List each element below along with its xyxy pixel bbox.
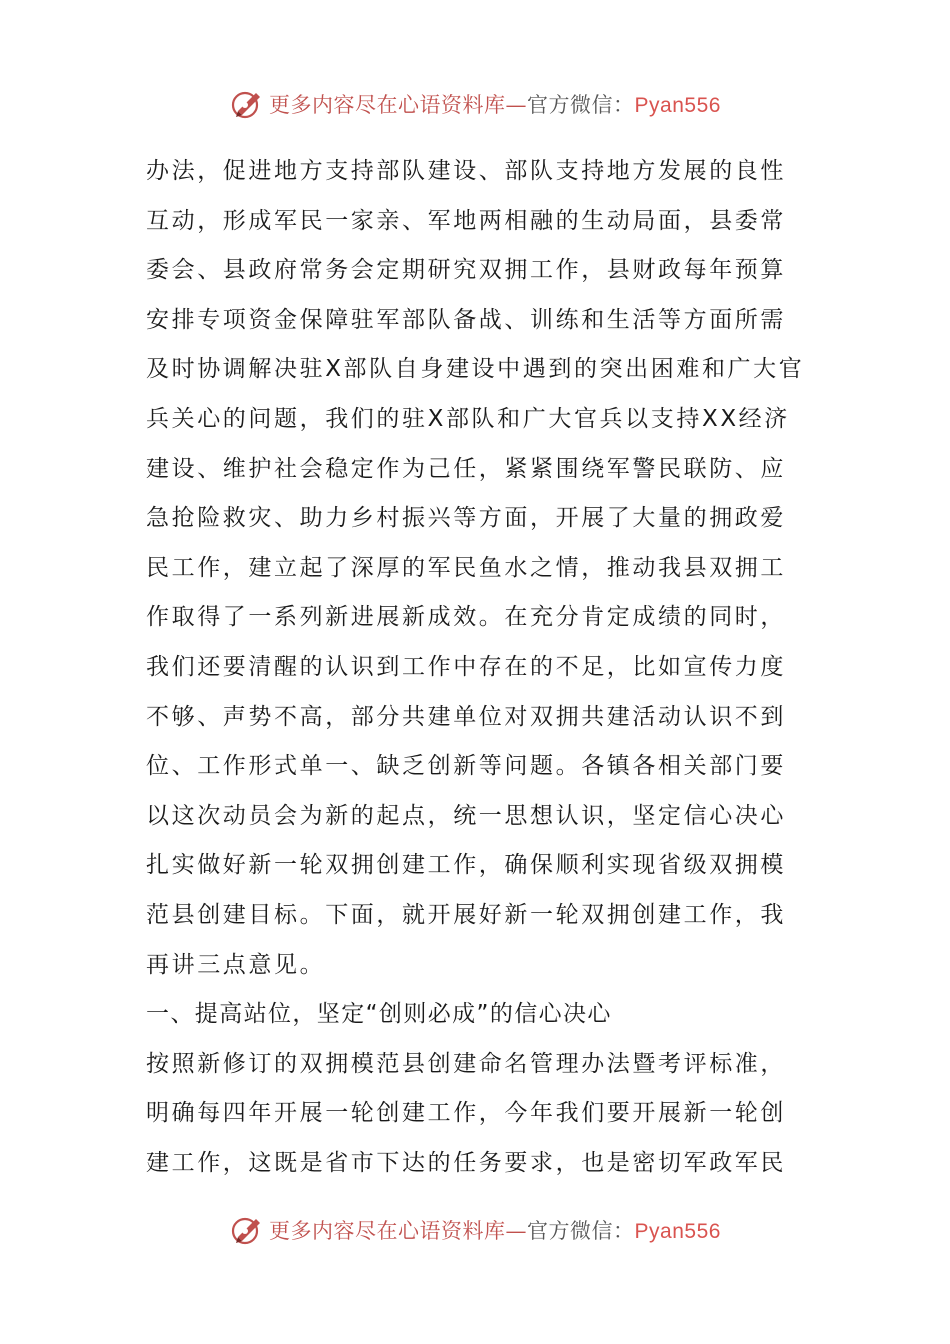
text-line: 互动，形成军民一家亲、军地两相融的生动局面，县委常	[146, 207, 786, 234]
text-line: 以这次动员会为新的起点，统一思想认识，坚定信心决心	[146, 802, 786, 829]
watermark-text: 更多内容尽在心语资料库—官方微信：Pyan556	[269, 93, 721, 117]
footer-watermark	[0, 1210, 950, 1250]
text-line: 再讲三点意见。	[146, 951, 326, 978]
pen-logo-icon	[229, 86, 265, 122]
text-line: 办法，促进地方支持部队建设、部队支持地方发展的良性	[146, 158, 786, 184]
document-body	[146, 147, 826, 1188]
text-line: 急抢险救灾、助力乡村振兴等方面，开展了大量的拥政爱	[146, 505, 786, 532]
text-line: 委会、县政府常务会定期研究双拥工作，县财政每年预算	[146, 257, 786, 284]
text-line: 及时协调解决驻X部队自身建设中遇到的突出困难和广大官	[146, 356, 805, 383]
section-heading: 一、提高站位，坚定“创则必成”的信心决心	[146, 1001, 612, 1028]
watermark-text: 更多内容尽在心语资料库—官方微信：Pyan556	[269, 1219, 721, 1243]
text-line: 位、工作形式单一、缺乏创新等问题。各镇各相关部门要	[146, 753, 786, 780]
text-line: 建设、维护社会稳定作为己任，紧紧围绕军警民联防、应	[146, 455, 786, 482]
text-line: 我们还要清醒的认识到工作中存在的不足，比如宣传力度	[146, 653, 786, 680]
text-line: 明确每四年开展一轮创建工作，今年我们要开展新一轮创	[146, 1100, 786, 1127]
header-watermark	[0, 84, 950, 124]
text-line: 作取得了一系列新进展新成效。在充分肯定成绩的同时，	[146, 604, 786, 631]
text-line: 按照新修订的双拥模范县创建命名管理办法暨考评标准，	[146, 1050, 786, 1077]
text-line: 范县创建目标。下面，就开展好新一轮双拥创建工作，我	[146, 901, 786, 928]
text-line: 不够、声势不高，部分共建单位对双拥共建活动认识不到	[146, 703, 786, 730]
text-line: 民工作，建立起了深厚的军民鱼水之情，推动我县双拥工	[146, 554, 786, 581]
text-line: 扎实做好新一轮双拥创建工作，确保顺利实现省级双拥模	[146, 852, 786, 879]
text-line: 安排专项资金保障驻军部队备战、训练和生活等方面所需	[146, 306, 786, 333]
pen-logo-icon	[229, 1212, 265, 1248]
text-line: 建工作，这既是省市下达的任务要求，也是密切军政军民	[146, 1149, 786, 1176]
text-line: 兵关心的问题，我们的驻X部队和广大官兵以支持XX经济	[146, 405, 790, 432]
